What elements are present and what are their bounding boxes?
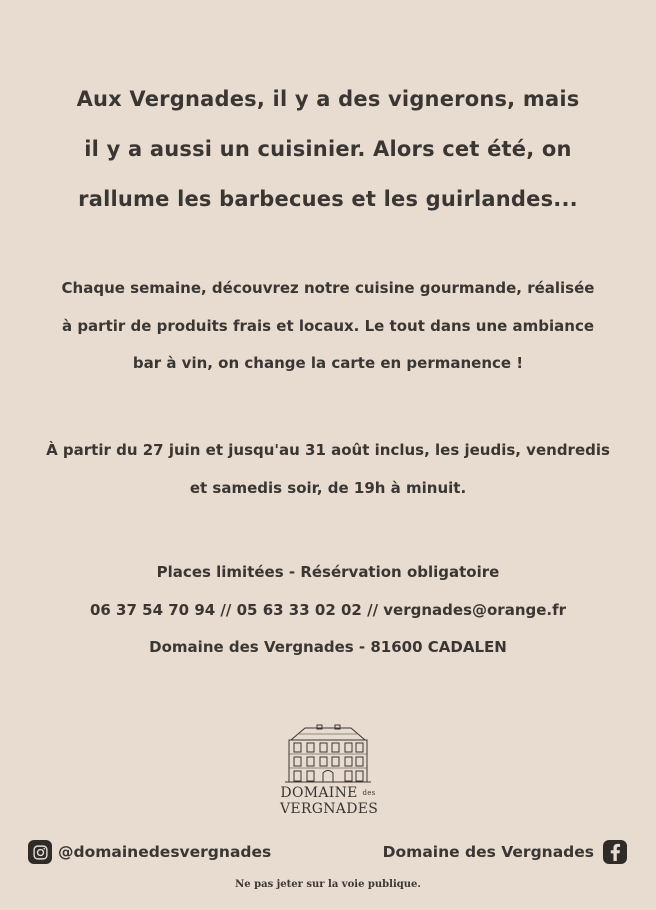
dates-line: À partir du 27 juin et jusqu'au 31 août inclus, les jeudis, vendredis (46, 441, 610, 459)
dates-text (0, 432, 656, 507)
footer-notice: Ne pas jeter sur la voie publique. (235, 879, 421, 890)
facebook-page-name: Domaine des Vergnades (382, 843, 594, 861)
dates-line: et samedis soir, de 19h à minuit. (189, 478, 467, 497)
instagram-link[interactable] (28, 840, 271, 864)
description-line: Chaque semaine, découvrez notre cuisine gourmande, réalisée (61, 279, 595, 297)
description-line: à partir de produits frais et locaux. Le tout dans une ambiance (61, 316, 595, 335)
facebook-link[interactable] (383, 840, 627, 864)
intro-line: rallume les barbecues et les guirlandes... (78, 187, 578, 211)
intro-line: Aux Vergnades, il y a des vignerons, mais (76, 87, 580, 111)
facebook-icon (603, 840, 627, 864)
logo-text-vergnades: VERGNADES (280, 801, 379, 817)
reservation-note: Places limitées - Résérvation obligatoire (156, 563, 500, 581)
address-line: Domaine des Vergnades - 81600 CADALEN (149, 638, 507, 656)
contact-info (0, 554, 656, 667)
instagram-handle: @domainedesvergnades (58, 843, 272, 861)
description-line: bar à vin, on change la carte en permanence ! (132, 354, 524, 372)
intro-text (0, 74, 656, 224)
logo-text-domaine: DOMAINE (280, 785, 358, 801)
phone-email-line: 06 37 54 70 94 // 05 63 33 02 02 // vergnades@orange.fr (89, 600, 567, 619)
instagram-icon (28, 840, 52, 864)
chateau-icon (283, 724, 373, 784)
intro-line: il y a aussi un cuisinier. Alors cet été, on (84, 137, 572, 161)
logo-text-des: des (362, 789, 376, 797)
description-text (0, 270, 656, 383)
domaine-logo (280, 724, 379, 817)
